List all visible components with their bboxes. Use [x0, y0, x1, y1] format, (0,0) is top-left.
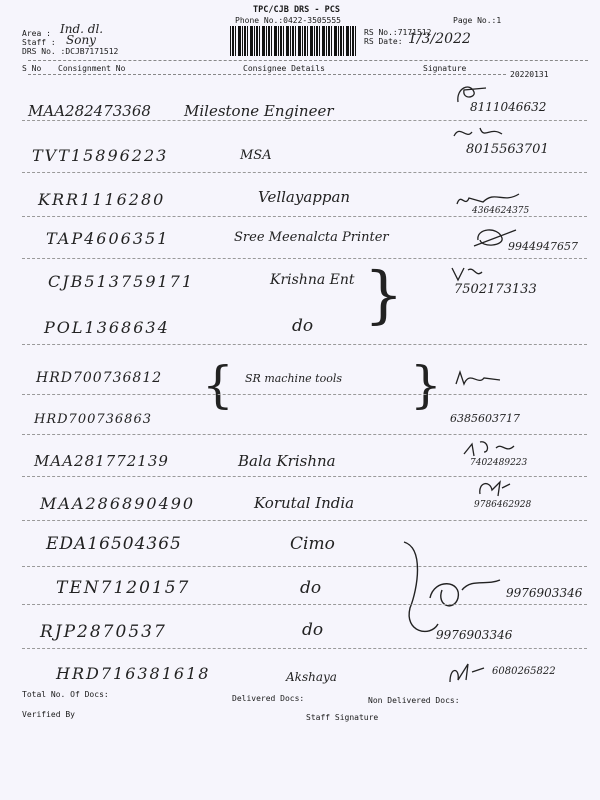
- row-divider: [22, 216, 587, 217]
- page-number: Page No.:1: [453, 16, 502, 25]
- signature-mark: [472, 224, 522, 252]
- consignment-no: MAA282473368: [28, 102, 151, 120]
- row-divider: [22, 120, 587, 121]
- row-divider: [22, 394, 587, 395]
- phone-handwritten: 7502173133: [454, 282, 537, 297]
- signature-mark: [462, 438, 518, 460]
- consignment-no: KRR1116280: [38, 190, 166, 209]
- area-handwritten: Ind. dl.: [60, 22, 104, 36]
- col-consignment: Consignment No: [58, 64, 126, 73]
- signature-mark: [450, 122, 510, 144]
- row-divider: [22, 476, 587, 477]
- phone-handwritten: 9976903346: [436, 628, 513, 642]
- signature-mark: [476, 478, 512, 500]
- grouping-brace: {: [202, 356, 234, 414]
- phone-handwritten: 6385603717: [450, 412, 520, 425]
- area-label: Area :: [22, 29, 51, 38]
- row-divider: [22, 520, 587, 521]
- consignee-name: Bala Krishna: [238, 452, 336, 470]
- consignment-no: TVT15896223: [32, 146, 169, 165]
- header-divider-2: [28, 74, 506, 75]
- phone-handwritten: 4364624375: [472, 206, 530, 216]
- staff-label: Staff :: [22, 38, 56, 47]
- staff-signature-label: Staff Signature: [306, 713, 379, 722]
- consignee-name: Milestone Engineer: [184, 102, 334, 120]
- rs-number: RS No.:7171512: [364, 28, 432, 37]
- consignee-name: Cimo: [290, 534, 335, 554]
- col-signature: Signature: [423, 64, 467, 73]
- barcode: [230, 26, 358, 56]
- consignment-no: TEN7120157: [56, 578, 191, 598]
- phone-handwritten: 9944947657: [508, 240, 578, 253]
- verified-by-label: Verified By: [22, 710, 75, 719]
- row-divider: [22, 434, 587, 435]
- phone-handwritten: 6080265822: [492, 666, 556, 677]
- total-docs-label: Total No. Of Docs:: [22, 690, 109, 699]
- consignee-name: do: [292, 316, 314, 336]
- signature-mark: [450, 264, 486, 284]
- rs-date-handwritten: 1/3/2022: [408, 31, 471, 47]
- consignment-no: MAA286890490: [40, 494, 196, 513]
- non-delivered-docs-label: Non Delivered Docs:: [368, 696, 460, 705]
- consignee-name: Sree Meenalcta Printer: [234, 230, 389, 245]
- consignment-no: HRD700736863: [34, 412, 152, 427]
- consignment-no: CJB513759171: [48, 272, 195, 291]
- staff-handwritten: Sony: [66, 33, 96, 47]
- phone-handwritten: 9786462928: [474, 500, 532, 510]
- phone-handwritten: 9976903346: [506, 586, 583, 600]
- row-divider: [22, 648, 587, 649]
- consignee-name: do: [302, 620, 324, 640]
- phone-handwritten: 8015563701: [466, 142, 549, 157]
- consignee-name: MSA: [240, 148, 272, 163]
- consignment-no: EDA16504365: [46, 534, 182, 554]
- delivered-docs-label: Delivered Docs:: [232, 694, 305, 703]
- col-date-code: 20220131: [510, 70, 549, 79]
- signature-mark: [446, 658, 486, 688]
- phone-handwritten: 8111046632: [470, 100, 547, 114]
- grouping-brace: }: [410, 356, 442, 414]
- row-divider: [22, 172, 587, 173]
- consignment-no: POL1368634: [44, 318, 170, 337]
- consignee-name: Vellayappan: [258, 188, 351, 206]
- consignment-no: TAP4606351: [46, 229, 170, 248]
- signature-mark: [455, 186, 525, 210]
- row-divider: [22, 604, 587, 605]
- consignee-name: SR machine tools: [245, 372, 342, 385]
- col-consignee: Consignee Details: [243, 64, 325, 73]
- row-divider: [22, 344, 587, 345]
- consignee-name: Akshaya: [286, 670, 337, 684]
- document-title: TPC/CJB DRS - PCS: [253, 5, 340, 15]
- consignment-no: HRD716381618: [56, 664, 211, 683]
- col-sno: S No: [22, 64, 42, 73]
- row-divider: [22, 258, 587, 259]
- phone-handwritten: 7402489223: [470, 458, 528, 468]
- consignment-no: MAA281772139: [34, 452, 169, 470]
- consignee-name: do: [300, 578, 322, 598]
- phone-number: Phone No.:0422-3505555: [235, 16, 341, 25]
- consignee-name: Korutal India: [254, 494, 355, 512]
- drs-number: DRS No. :DCJB7171512: [22, 47, 119, 56]
- consignment-no: RJP2870537: [40, 622, 167, 642]
- rs-date-label: RS Date:: [364, 37, 403, 46]
- grouping-brace: }: [364, 258, 404, 331]
- consignee-name: Krishna Ent: [270, 272, 355, 288]
- header-divider: [28, 60, 588, 61]
- consignment-no: HRD700736812: [36, 370, 163, 386]
- signature-mark: [454, 368, 504, 390]
- signature-mark: [452, 80, 492, 108]
